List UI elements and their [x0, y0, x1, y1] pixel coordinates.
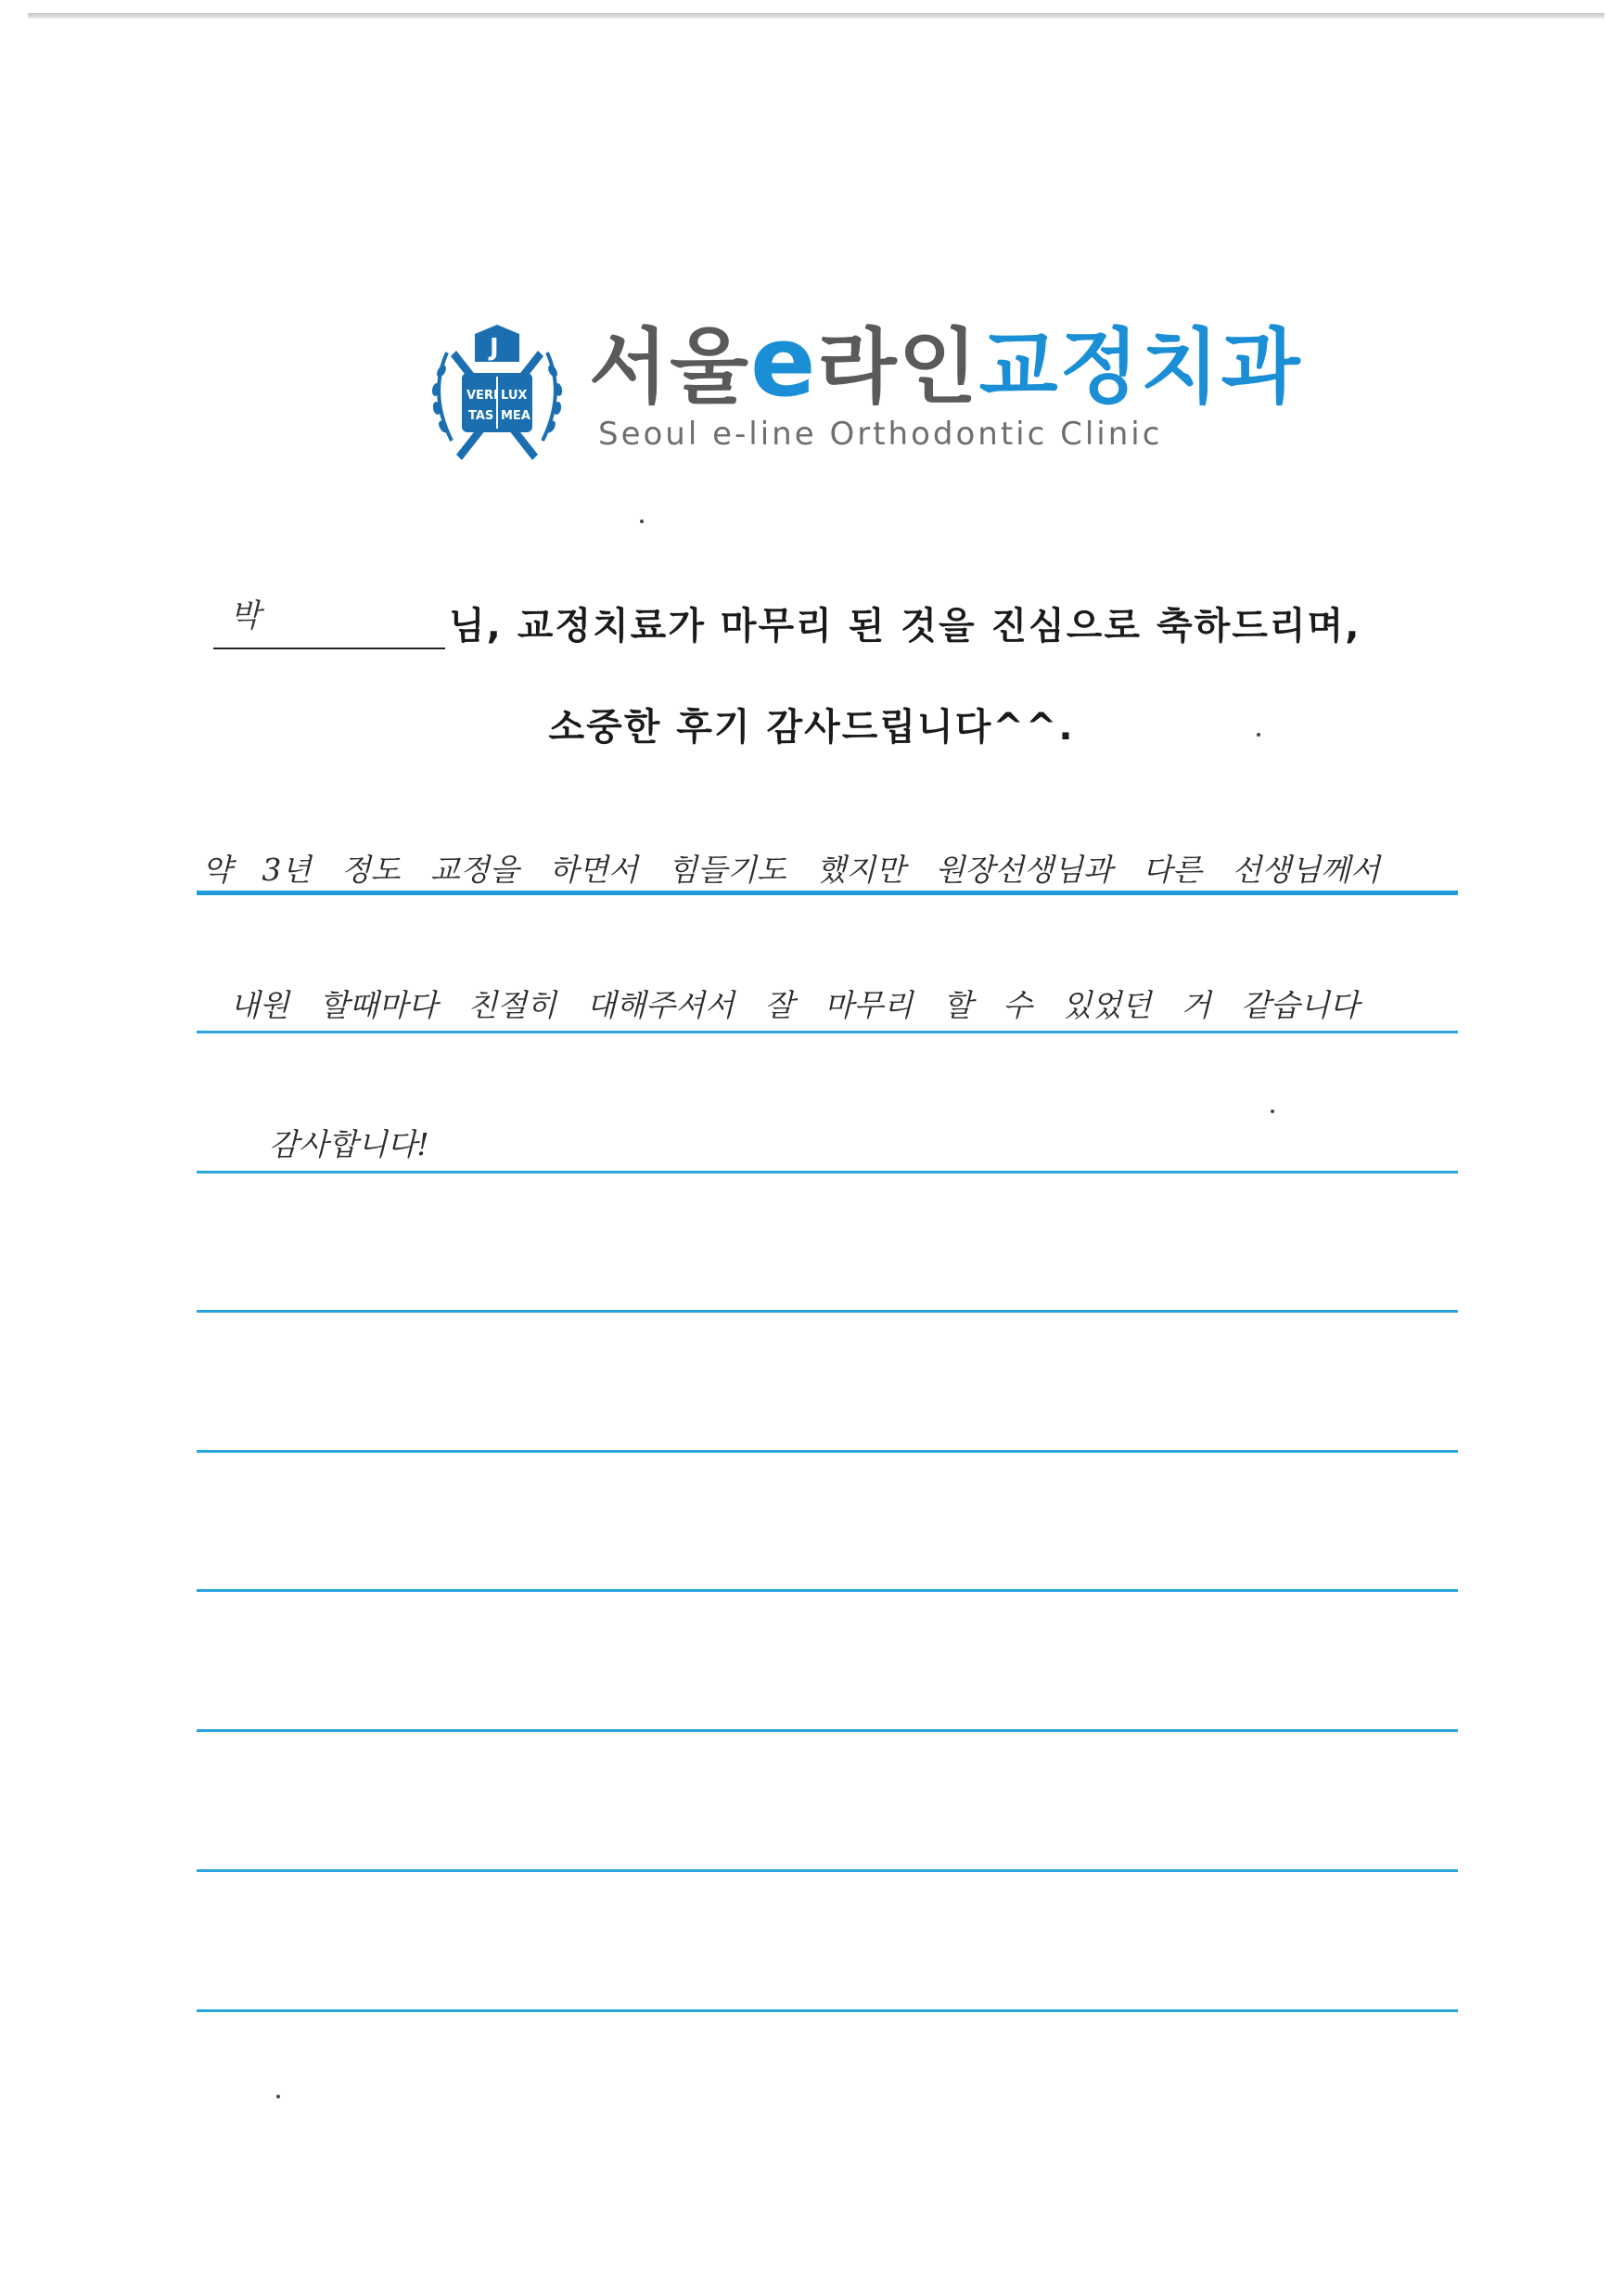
emblem-word-1: VERI: [466, 389, 498, 403]
clinic-name-e: e: [750, 305, 818, 418]
ruled-line: [197, 1589, 1458, 1592]
greeting-line: [213, 594, 1361, 649]
university-crest-icon: [419, 315, 575, 471]
ruled-line: [197, 891, 1458, 895]
clinic-name-seoul: 서울: [589, 319, 751, 415]
clinic-name: [589, 305, 1302, 418]
clinic-name-line: 라인: [817, 319, 979, 415]
scan-speck: [1257, 733, 1260, 737]
emblem-word-2: LUX: [501, 389, 528, 403]
ruled-line: [197, 1171, 1458, 1174]
ruled-line: [197, 1450, 1458, 1453]
ruled-line: [197, 2009, 1458, 2012]
patient-name-field: [213, 596, 445, 649]
patient-name-handwritten: 박: [230, 597, 261, 635]
ruled-line: [197, 1031, 1458, 1033]
thanks-text: 소중한 후기 감사드립니다^^.: [548, 706, 1075, 749]
scan-speck: [276, 2095, 280, 2098]
clinic-name-ortho: 교정치과: [978, 319, 1302, 415]
review-line-2: 내원 할때마다 친절히 대해주셔서 잘 마무리 할 수 있었던 거 같습니다: [230, 987, 1360, 1023]
thanks-line: [0, 698, 1623, 750]
scan-speck: [640, 519, 644, 523]
review-line-3: 감사합니다!: [269, 1126, 429, 1162]
ruled-line: [197, 1310, 1458, 1313]
svg-text:J: J: [490, 334, 499, 362]
ruled-line: [197, 1869, 1458, 1872]
scan-edge: [28, 13, 1604, 19]
ruled-line: [197, 1729, 1458, 1732]
emblem-word-3: TAS: [468, 409, 494, 423]
emblem-word-4: MEA: [501, 409, 530, 423]
clinic-name-english: Seoul e-line Orthodontic Clinic: [598, 416, 1163, 453]
review-line-1: 약 3년 정도 교정을 하면서 힘들기도 했지만 원장선생님과 다른 선생님께서: [202, 852, 1380, 888]
greeting-text: 님, 교정치료가 마무리 된 것을 진심으로 축하드리며,: [449, 605, 1361, 648]
scan-speck: [1271, 1110, 1274, 1113]
